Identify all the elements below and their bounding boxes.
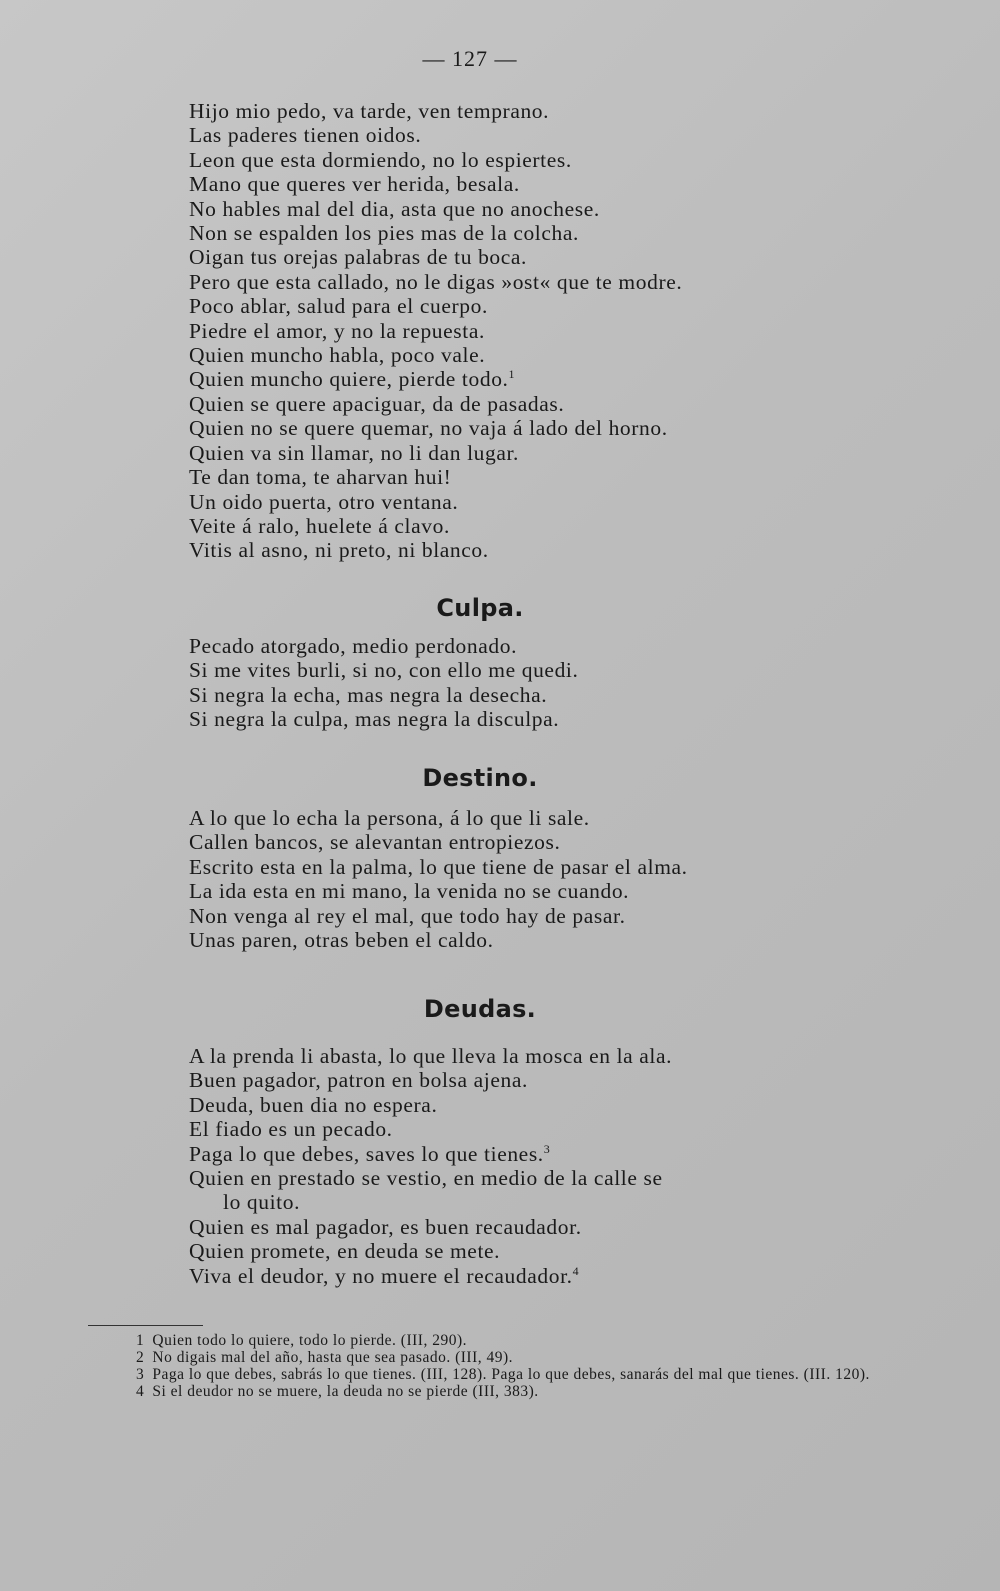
proverb-line: Unas paren, otras beben el caldo. xyxy=(189,928,494,953)
proverb-line: Non se espalden los pies mas de la colcha. xyxy=(189,221,579,246)
footnote xyxy=(88,1332,888,1349)
proverb-line: Hijo mio pedo, va tarde, ven temprano. xyxy=(189,99,550,123)
proverb-line: Quien promete, en deuda se mete. xyxy=(189,1239,501,1264)
proverb-line-with-note xyxy=(189,1142,809,1166)
proverb-line: Las paderes tienen oidos. xyxy=(189,123,422,148)
proverb-line: A lo que lo echa la persona, á lo que li sale. xyxy=(189,806,590,830)
proverb-line-continuation: lo quito. xyxy=(223,1190,301,1215)
proverb-line: Si negra la culpa, mas negra la disculpa. xyxy=(189,707,560,732)
proverb-line: Buen pagador, patron en bolsa ajena. xyxy=(189,1068,528,1093)
footnotes xyxy=(88,1332,888,1400)
proverb-line-with-note xyxy=(189,1264,809,1288)
proverb-line: Veite á ralo, huelete á clavo. xyxy=(189,513,450,538)
footnote-marker: 4 xyxy=(572,1263,580,1278)
footnote xyxy=(88,1366,888,1383)
footnote-text: No digais mal del año, hasta que sea pasado. (III, 49). xyxy=(152,1349,514,1366)
proverb-line: Si negra la echa, mas negra la desecha. xyxy=(189,682,548,707)
proverb-list-deudas xyxy=(189,1044,809,1288)
footnote-number: 4 xyxy=(136,1383,145,1400)
proverb-line-with-note xyxy=(189,367,809,391)
proverb-line: No hables mal del dia, asta que no anochese. xyxy=(189,196,600,221)
footnote-marker: 1 xyxy=(508,367,516,382)
proverb-line: Oigan tus orejas palabras de tu boca. xyxy=(189,245,528,270)
proverb-line: Mano que queres ver herida, besala. xyxy=(189,172,520,197)
section-heading-deudas: Deudas. xyxy=(423,995,537,1023)
proverb-list-culpa xyxy=(189,634,809,732)
proverb-line: Quien muncho habla, poco vale. xyxy=(189,343,486,368)
proverb-line: Leon que esta dormiendo, no lo espiertes. xyxy=(189,147,572,172)
proverb-line: A la prenda li abasta, lo que lleva la mosca en la ala. xyxy=(189,1044,673,1068)
proverb-line: Poco ablar, salud para el cuerpo. xyxy=(189,294,488,319)
proverb-line: Piedre el amor, y no la repuesta. xyxy=(189,318,485,343)
footnote xyxy=(88,1349,888,1366)
proverb-line: Pecado atorgado, medio perdonado. xyxy=(189,634,518,658)
section-heading-culpa: Culpa. xyxy=(436,594,524,622)
proverb-line: Escrito esta en la palma, lo que tiene de pasar el alma. xyxy=(189,854,688,879)
proverb-line: Quien se quere apaciguar, da de pasadas. xyxy=(189,391,565,416)
proverb-line: Non venga al rey el mal, que todo hay de pasar. xyxy=(189,903,626,928)
proverb-list-intro xyxy=(189,99,809,563)
footnote-number: 1 xyxy=(136,1332,145,1349)
proverb-text: Viva el deudor, y no muere el recaudador. xyxy=(189,1263,573,1288)
proverb-line: Un oido puerta, otro ventana. xyxy=(189,489,459,514)
footnote-number: 3 xyxy=(136,1366,145,1383)
proverb-text: Paga lo que debes, saves lo que tienes. xyxy=(189,1141,544,1166)
footnote xyxy=(88,1383,888,1400)
proverb-line: Quien va sin llamar, no li dan lugar. xyxy=(189,440,520,465)
footnote-marker: 3 xyxy=(543,1141,551,1156)
page-number: — 127 — xyxy=(422,46,518,71)
proverb-line: Si me vites burli, si no, con ello me quedi. xyxy=(189,658,579,683)
proverb-line: La ida esta en mi mano, la venida no se cuando. xyxy=(189,879,630,904)
proverb-line: El fiado es un pecado. xyxy=(189,1117,393,1142)
footnote-text: Paga lo que debes, sabrás lo que tienes. (III, 128). Paga lo que debes, sanarás del mal que tienes. (III. 120). xyxy=(152,1366,870,1383)
proverb-line: Vitis al asno, ni preto, ni blanco. xyxy=(189,538,489,563)
proverb-line: Quien es mal pagador, es buen recaudador. xyxy=(189,1214,582,1239)
proverb-list-destino xyxy=(189,806,809,952)
proverb-line: Te dan toma, te aharvan hui! xyxy=(189,465,452,490)
footnote-text: Quien todo lo quiere, todo lo pierde. (III, 290). xyxy=(152,1332,467,1349)
proverb-text: Quien muncho quiere, pierde todo. xyxy=(189,367,509,392)
proverb-line: Pero que esta callado, no le digas »ost« que te modre. xyxy=(189,269,683,294)
proverb-line: Deuda, buen dia no espera. xyxy=(189,1092,438,1117)
proverb-line: Callen bancos, se alevantan entropiezos. xyxy=(189,830,561,855)
footnote-number: 2 xyxy=(136,1349,145,1366)
footnote-divider xyxy=(88,1325,203,1326)
proverb-line: Quien en prestado se vestio, en medio de la calle se xyxy=(189,1166,663,1191)
proverb-line: Quien no se quere quemar, no vaja á lado del horno. xyxy=(189,416,668,441)
footnote-text: Si el deudor no se muere, la deuda no se pierde (III, 383). xyxy=(152,1383,539,1400)
section-heading-destino: Destino. xyxy=(422,764,538,792)
